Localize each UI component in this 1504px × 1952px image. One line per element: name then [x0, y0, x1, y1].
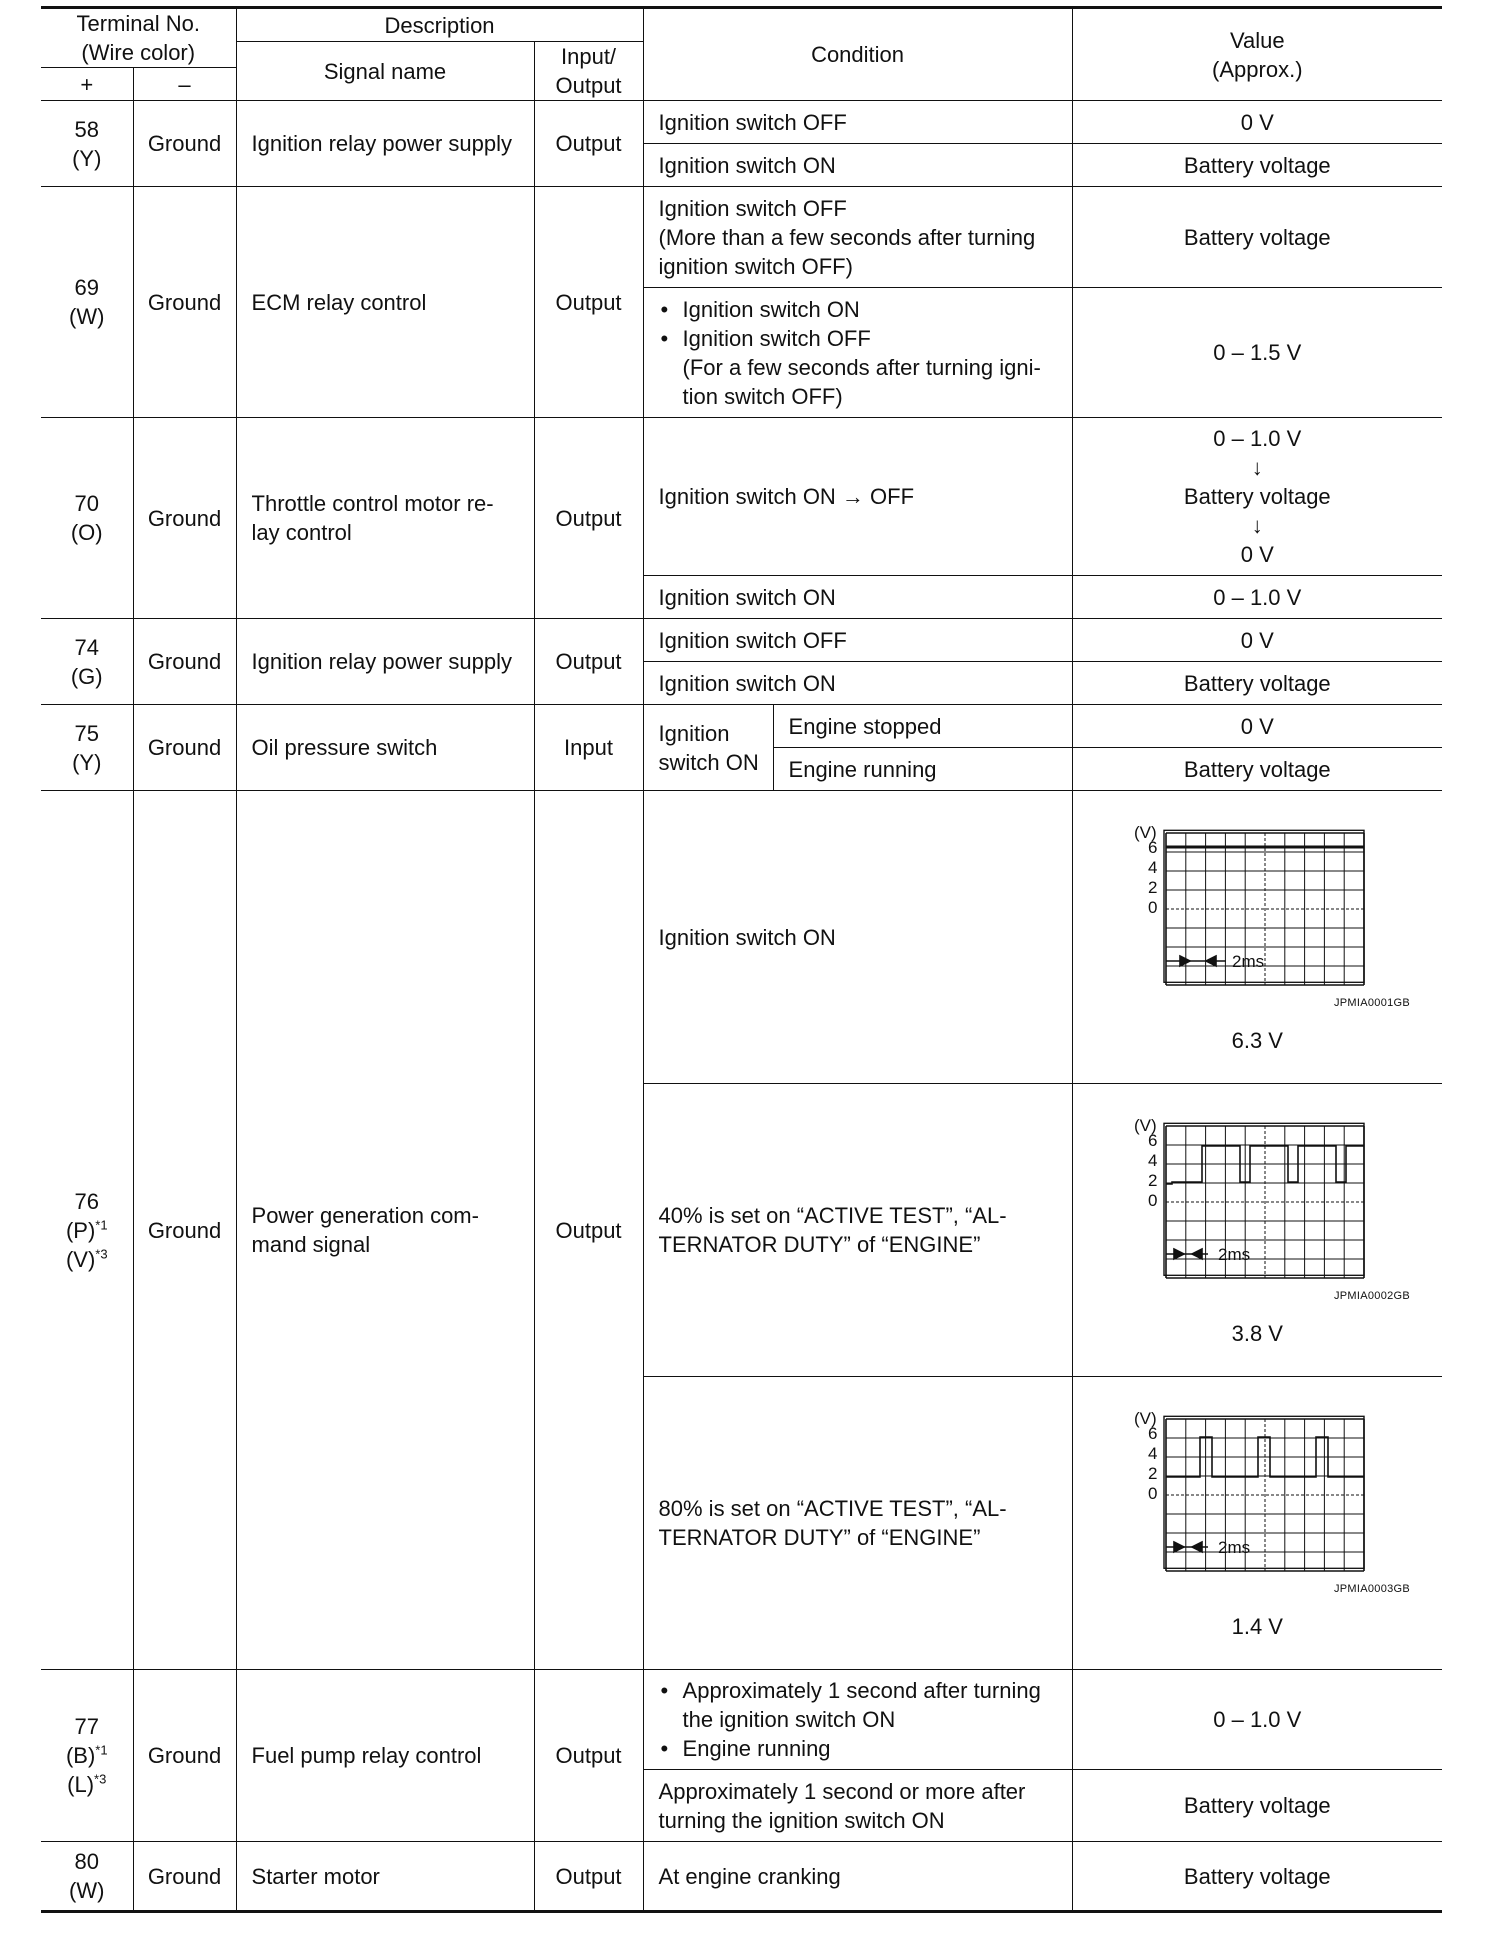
- io-cell: Input: [534, 705, 643, 791]
- condition-cell: [643, 1670, 1072, 1770]
- value-cell: Battery voltage: [1072, 748, 1442, 791]
- condition-cell: 80% is set on “ACTIVE TEST”, “AL- TERNATOR DUTY” of “ENGINE”: [643, 1377, 1072, 1670]
- scope-tick-0: 0: [1148, 898, 1158, 917]
- value-cell: 0 – 1.0 V: [1072, 576, 1442, 619]
- scope-tick-2: 2: [1148, 1464, 1158, 1483]
- condition-cell: Ignition switch ON → OFF: [643, 418, 1072, 576]
- terminal-no-header: Terminal No. (Wire color): [41, 8, 236, 68]
- io-cell: Output: [534, 187, 643, 418]
- figure-code: JPMIA0002GB: [1333, 1290, 1411, 1302]
- ground-cell: Ground: [133, 705, 236, 791]
- value-cell: Battery voltage: [1072, 1770, 1442, 1842]
- condition-cell: 40% is set on “ACTIVE TEST”, “AL- TERNATOR DUTY” of “ENGINE”: [643, 1084, 1072, 1377]
- scope-tick-0: 0: [1148, 1191, 1158, 1210]
- condition-cell: Ignition switch ON: [643, 144, 1072, 187]
- value-header: Value (Approx.): [1072, 8, 1442, 101]
- io-cell: Output: [534, 791, 643, 1670]
- io-cell: Output: [534, 418, 643, 619]
- figure-code: JPMIA0003GB: [1333, 1583, 1411, 1595]
- scope-tick-4: 4: [1148, 858, 1158, 877]
- terminal-cell: 77 $(B)^{*1}$ $(L)^{*3}$: [41, 1670, 133, 1842]
- scope-unit-label: (V): [1134, 1411, 1157, 1428]
- value-cell: Battery voltage: [1072, 662, 1442, 705]
- signal-name-cell: ECM relay control: [236, 187, 534, 418]
- signal-name-cell: Oil pressure switch: [236, 705, 534, 791]
- sub-condition-cell: Engine stopped: [773, 705, 1072, 748]
- terminal-cell: 75 (Y): [41, 705, 133, 791]
- table-row: [41, 619, 1442, 662]
- scope-time-label: 2ms: [1218, 1245, 1251, 1264]
- condition-cell: Ignition switch ON: [643, 705, 773, 791]
- bullet-item: • Approximately 1 second after turning the ignition switch ON: [659, 1676, 1066, 1734]
- time-span-arrow: [1166, 1542, 1208, 1552]
- terminal-cell: 80 (W): [41, 1842, 133, 1912]
- down-arrow-icon: ↓: [1251, 455, 1263, 480]
- scope-tick-6: 6: [1148, 1131, 1158, 1150]
- description-header: Description: [236, 8, 643, 42]
- value-cell: Battery voltage: [1072, 1842, 1442, 1912]
- io-cell: Output: [534, 1842, 643, 1912]
- scope-unit-label: (V): [1134, 825, 1157, 842]
- sub-condition-cell: Engine running: [773, 748, 1072, 791]
- scope-tick-6: 6: [1148, 1424, 1158, 1443]
- scope-tick-2: 2: [1148, 1171, 1158, 1190]
- signal-name-cell: Fuel pump relay control: [236, 1670, 534, 1842]
- terminal-cell: 76 $(P)^{*1}$ $(V)^{*3}$: [41, 791, 133, 1670]
- condition-cell: Ignition switch ON: [643, 662, 1072, 705]
- ground-cell: Ground: [133, 418, 236, 619]
- signal-name-header: Signal name: [236, 42, 534, 101]
- io-cell: Output: [534, 1670, 643, 1842]
- table-row: [41, 791, 1442, 1084]
- ground-cell: Ground: [133, 1670, 236, 1842]
- value-cell: (V) 6 4 2 0 2ms JPMIA0001GB 6.3 V: [1072, 791, 1442, 1084]
- ground-cell: Ground: [133, 1842, 236, 1912]
- condition-cell: • Ignition switch ON • Ignition switch OFF (For a few seconds after turning igni- tion switch OFF): [643, 288, 1072, 418]
- plus-header: +: [41, 68, 133, 101]
- value-cell: Battery voltage: [1072, 187, 1442, 288]
- value-cell: 0 – 1.0 V ↓ Battery voltage ↓ 0 V: [1072, 418, 1442, 576]
- bullet-item: • Ignition switch ON: [659, 295, 1066, 324]
- signal-name-cell: Ignition relay power supply: [236, 101, 534, 187]
- condition-cell: Ignition switch OFF: [643, 101, 1072, 144]
- minus-header: –: [133, 68, 236, 101]
- table-row: [41, 418, 1442, 576]
- scope-tick-4: 4: [1148, 1444, 1158, 1463]
- value-cell: 0 V: [1072, 619, 1442, 662]
- figure-code: JPMIA0001GB: [1333, 997, 1411, 1009]
- ground-cell: Ground: [133, 101, 236, 187]
- terminal-cell: 74 (G): [41, 619, 133, 705]
- value-cell: 0 V: [1072, 705, 1442, 748]
- table-row: [41, 705, 1442, 748]
- oscilloscope-waveform-3: [1132, 1411, 1382, 1577]
- bullet-item: • Engine running: [659, 1734, 1066, 1763]
- ground-cell: Ground: [133, 791, 236, 1670]
- terminal-cell: 69 (W): [41, 187, 133, 418]
- condition-cell: Ignition switch OFF: [643, 619, 1072, 662]
- value-cell: (V) 6 4 2 0 2ms JPMIA0002GB 3.8 V: [1072, 1084, 1442, 1377]
- io-cell: Output: [534, 101, 643, 187]
- value-cell: Battery voltage: [1072, 144, 1442, 187]
- value-cell: 0 – 1.0 V: [1072, 1670, 1442, 1770]
- down-arrow-icon: ↓: [1251, 513, 1263, 538]
- scope-tick-0: 0: [1148, 1484, 1158, 1503]
- ground-cell: Ground: [133, 619, 236, 705]
- scope-tick-2: 2: [1148, 878, 1158, 897]
- terminal-spec-table: [41, 6, 1442, 1913]
- bullet-item: • Ignition switch OFF: [659, 324, 1066, 353]
- oscilloscope-waveform-1: [1132, 825, 1382, 991]
- table-row: [41, 1670, 1442, 1770]
- scope-tick-4: 4: [1148, 1151, 1158, 1170]
- ground-cell: Ground: [133, 187, 236, 418]
- signal-name-cell: Starter motor: [236, 1842, 534, 1912]
- time-span-arrow: [1166, 956, 1226, 966]
- value-cell: (V) 6 4 2 0 2ms JPMIA0003GB 1.4 V: [1072, 1377, 1442, 1670]
- io-header: Input/ Output: [534, 42, 643, 101]
- io-cell: Output: [534, 619, 643, 705]
- scope-time-label: 2ms: [1232, 952, 1265, 971]
- condition-cell: Ignition switch ON: [643, 576, 1072, 619]
- value-cell: 0 – 1.5 V: [1072, 288, 1442, 418]
- time-span-arrow: [1166, 1249, 1208, 1259]
- condition-cell: Ignition switch OFF (More than a few seconds after turning ignition switch OFF): [643, 187, 1072, 288]
- terminal-cell: 70 (O): [41, 418, 133, 619]
- table-row: [41, 187, 1442, 288]
- signal-name-cell: Ignition relay power supply: [236, 619, 534, 705]
- signal-name-cell: Power generation com- mand signal: [236, 791, 534, 1670]
- condition-cell: At engine cranking: [643, 1842, 1072, 1912]
- scope-tick-6: 6: [1148, 838, 1158, 857]
- condition-cell: Approximately 1 second or more after turning the ignition switch ON: [643, 1770, 1072, 1842]
- signal-name-cell: Throttle control motor re- lay control: [236, 418, 534, 619]
- table-row: [41, 101, 1442, 144]
- table-row: [41, 1842, 1442, 1912]
- scope-unit-label: (V): [1134, 1118, 1157, 1135]
- condition-header: Condition: [643, 8, 1072, 101]
- value-cell: 0 V: [1072, 101, 1442, 144]
- oscilloscope-waveform-2: [1132, 1118, 1382, 1284]
- condition-cell: Ignition switch ON: [643, 791, 1072, 1084]
- scope-time-label: 2ms: [1218, 1538, 1251, 1557]
- terminal-cell: 58 (Y): [41, 101, 133, 187]
